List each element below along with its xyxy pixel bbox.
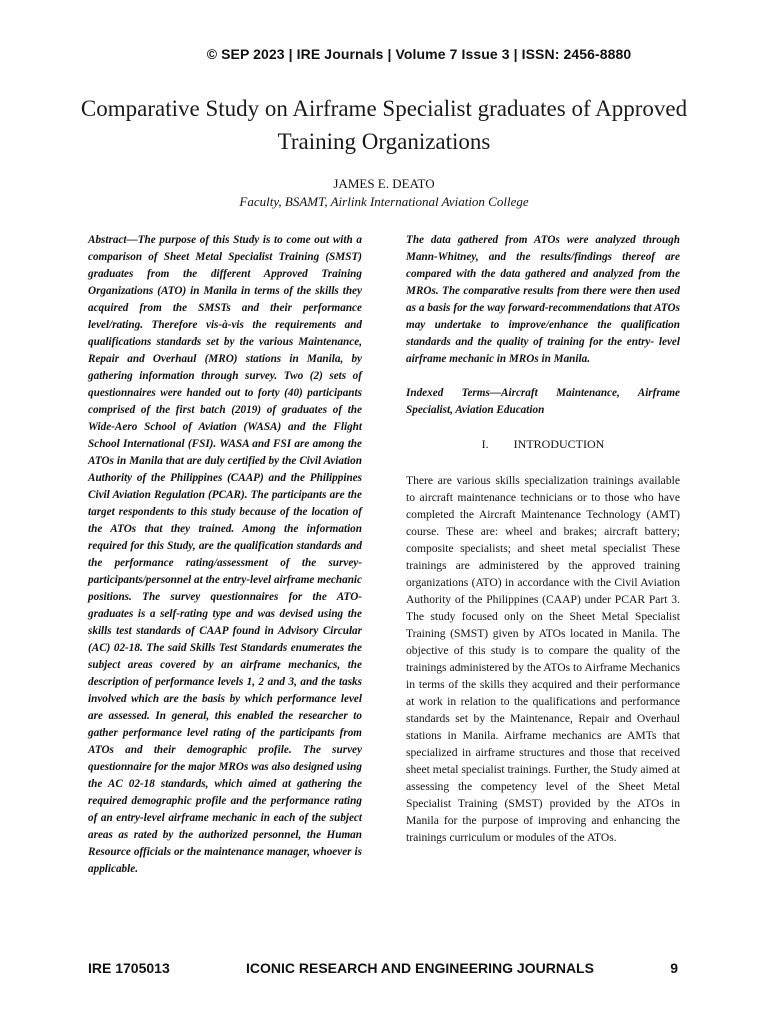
footer-paper-id: IRE 1705013 xyxy=(88,960,170,976)
introduction-text: There are various skills specialization trainings available to aircraft maintenance technicians or to those who have completed the Aircraft Maintenance Technology (AMT) course. These are: wheel and brakes; aircraft battery; composite specialists; and sheet metal specialist These trainings are administered by the approved training organizations (ATO) in accordance with the Civil Aviation Authority of the Philippines (CAAP) under PCAR Part 3. The study focused only on the Sheet Metal Specialist Training (SMST) given by ATOs located in Manila. The objective of this study is to compare the quality of the trainings administered by the ATOs to Airframe Mechanics in terms of the skills they acquired and their performance at work in relation to the qualifications and performance standards set by the Maintenance, Repair and Overhaul stations in Manila. Airframe mechanics are AMTs that specialized in airframe structures and those that received sheet metal specialist trainings. Further, the Study aimed at assessing the competency level of the Sheet Metal Specialist Training (SMST) provided by the ATOs in Manila for the purpose of improving and enhancing the trainings curriculum or modules of the ATOs. xyxy=(406,474,680,844)
page-footer xyxy=(88,960,678,976)
right-column xyxy=(406,232,680,846)
journal-header: © SEP 2023 | IRE Journals | Volume 7 Issue 3 | ISSN: 2456-8880 xyxy=(206,46,632,62)
indexed-terms xyxy=(406,385,680,419)
section-number: I. xyxy=(481,437,489,451)
paper-title: Comparative Study on Airframe Specialist graduates of Approved Training Organizations xyxy=(80,96,688,154)
author-name: JAMES E. DEATO xyxy=(333,176,435,191)
abstract-text: Abstract—The purpose of this Study is to come out with a comparison of Sheet Metal Specialist Training (SMST) graduates from the different Approved Training Organizations (ATO) in Manila in terms of the skills they acquired from the SMSTs and their performance level/rating. Therefore vis-à-vis the requirements and qualifications standards set by the various Maintenance, Repair and Overhaul (MRO) stations in Manila, by gathering information through survey. Two (2) sets of questionnaires were handed out to forty (40) participants comprised of the first batch (2019) of graduates of the Wide-Aero School of Aviation (WASA) and the Flight School International (FSI). WASA and FSI are among the ATOs in Manila that are duly certified by the Civil Aviation Authority of the Philippines (CAAP) and the Philippines Civil Aviation Regulation (PCAR). The participants are the target respondents to this study because of the location of the ATOs that they trained. Among the information required for this Study, are the qualification standards and the performance rating/assessment of the survey-participants/personnel at the entry-level airframe mechanic positions. The survey questionnaires for the ATO-graduates is a self-rating type and was devised using the skills test standards of CAAP found in Advisory Circular (AC) 02-18. The said Skills Test Standards enumerates the subject areas covered by an airframe mechanics, the description of performance levels 1, 2 and 3, and the tasks involved which are the basis by which performance level are assessed. In general, this enabled the researcher to gather performance level rating of the participants from ATOs and their demographic profile. The survey questionnaire for the major MROs was also designed using the AC 02-18 standards, which aimed at gathering the required demographic profile and the performance rating of an entry-level airframe mechanic in each of the subject areas as rated by the authorized personnel, the Human Resource officials or the maintenance manager, whoever is applicable. xyxy=(88,234,362,875)
indexed-terms-text: Indexed Terms—Aircraft Maintenance, Airframe Specialist, Aviation Education xyxy=(406,387,680,416)
page-number: 9 xyxy=(670,960,678,976)
section-heading-introduction xyxy=(406,436,680,453)
section-title: INTRODUCTION xyxy=(513,437,605,451)
author-affiliation: Faculty, BSAMT, Airlink International Aviation College xyxy=(239,194,529,209)
footer-journal-name: ICONIC RESEARCH AND ENGINEERING JOURNALS xyxy=(245,960,594,976)
abstract-continuation: The data gathered from ATOs were analyzed through Mann-Whitney, and the results/findings thereof are compared with the data gathered and analyzed from the MROs. The comparative results from there were then used as a basis for the way forward-recommendations that ATOs may undertake to improve/enhance the qualification standards and the quality of training for the entry- level airframe mechanic in MROs in Manila. xyxy=(406,234,680,365)
left-column xyxy=(88,232,362,878)
